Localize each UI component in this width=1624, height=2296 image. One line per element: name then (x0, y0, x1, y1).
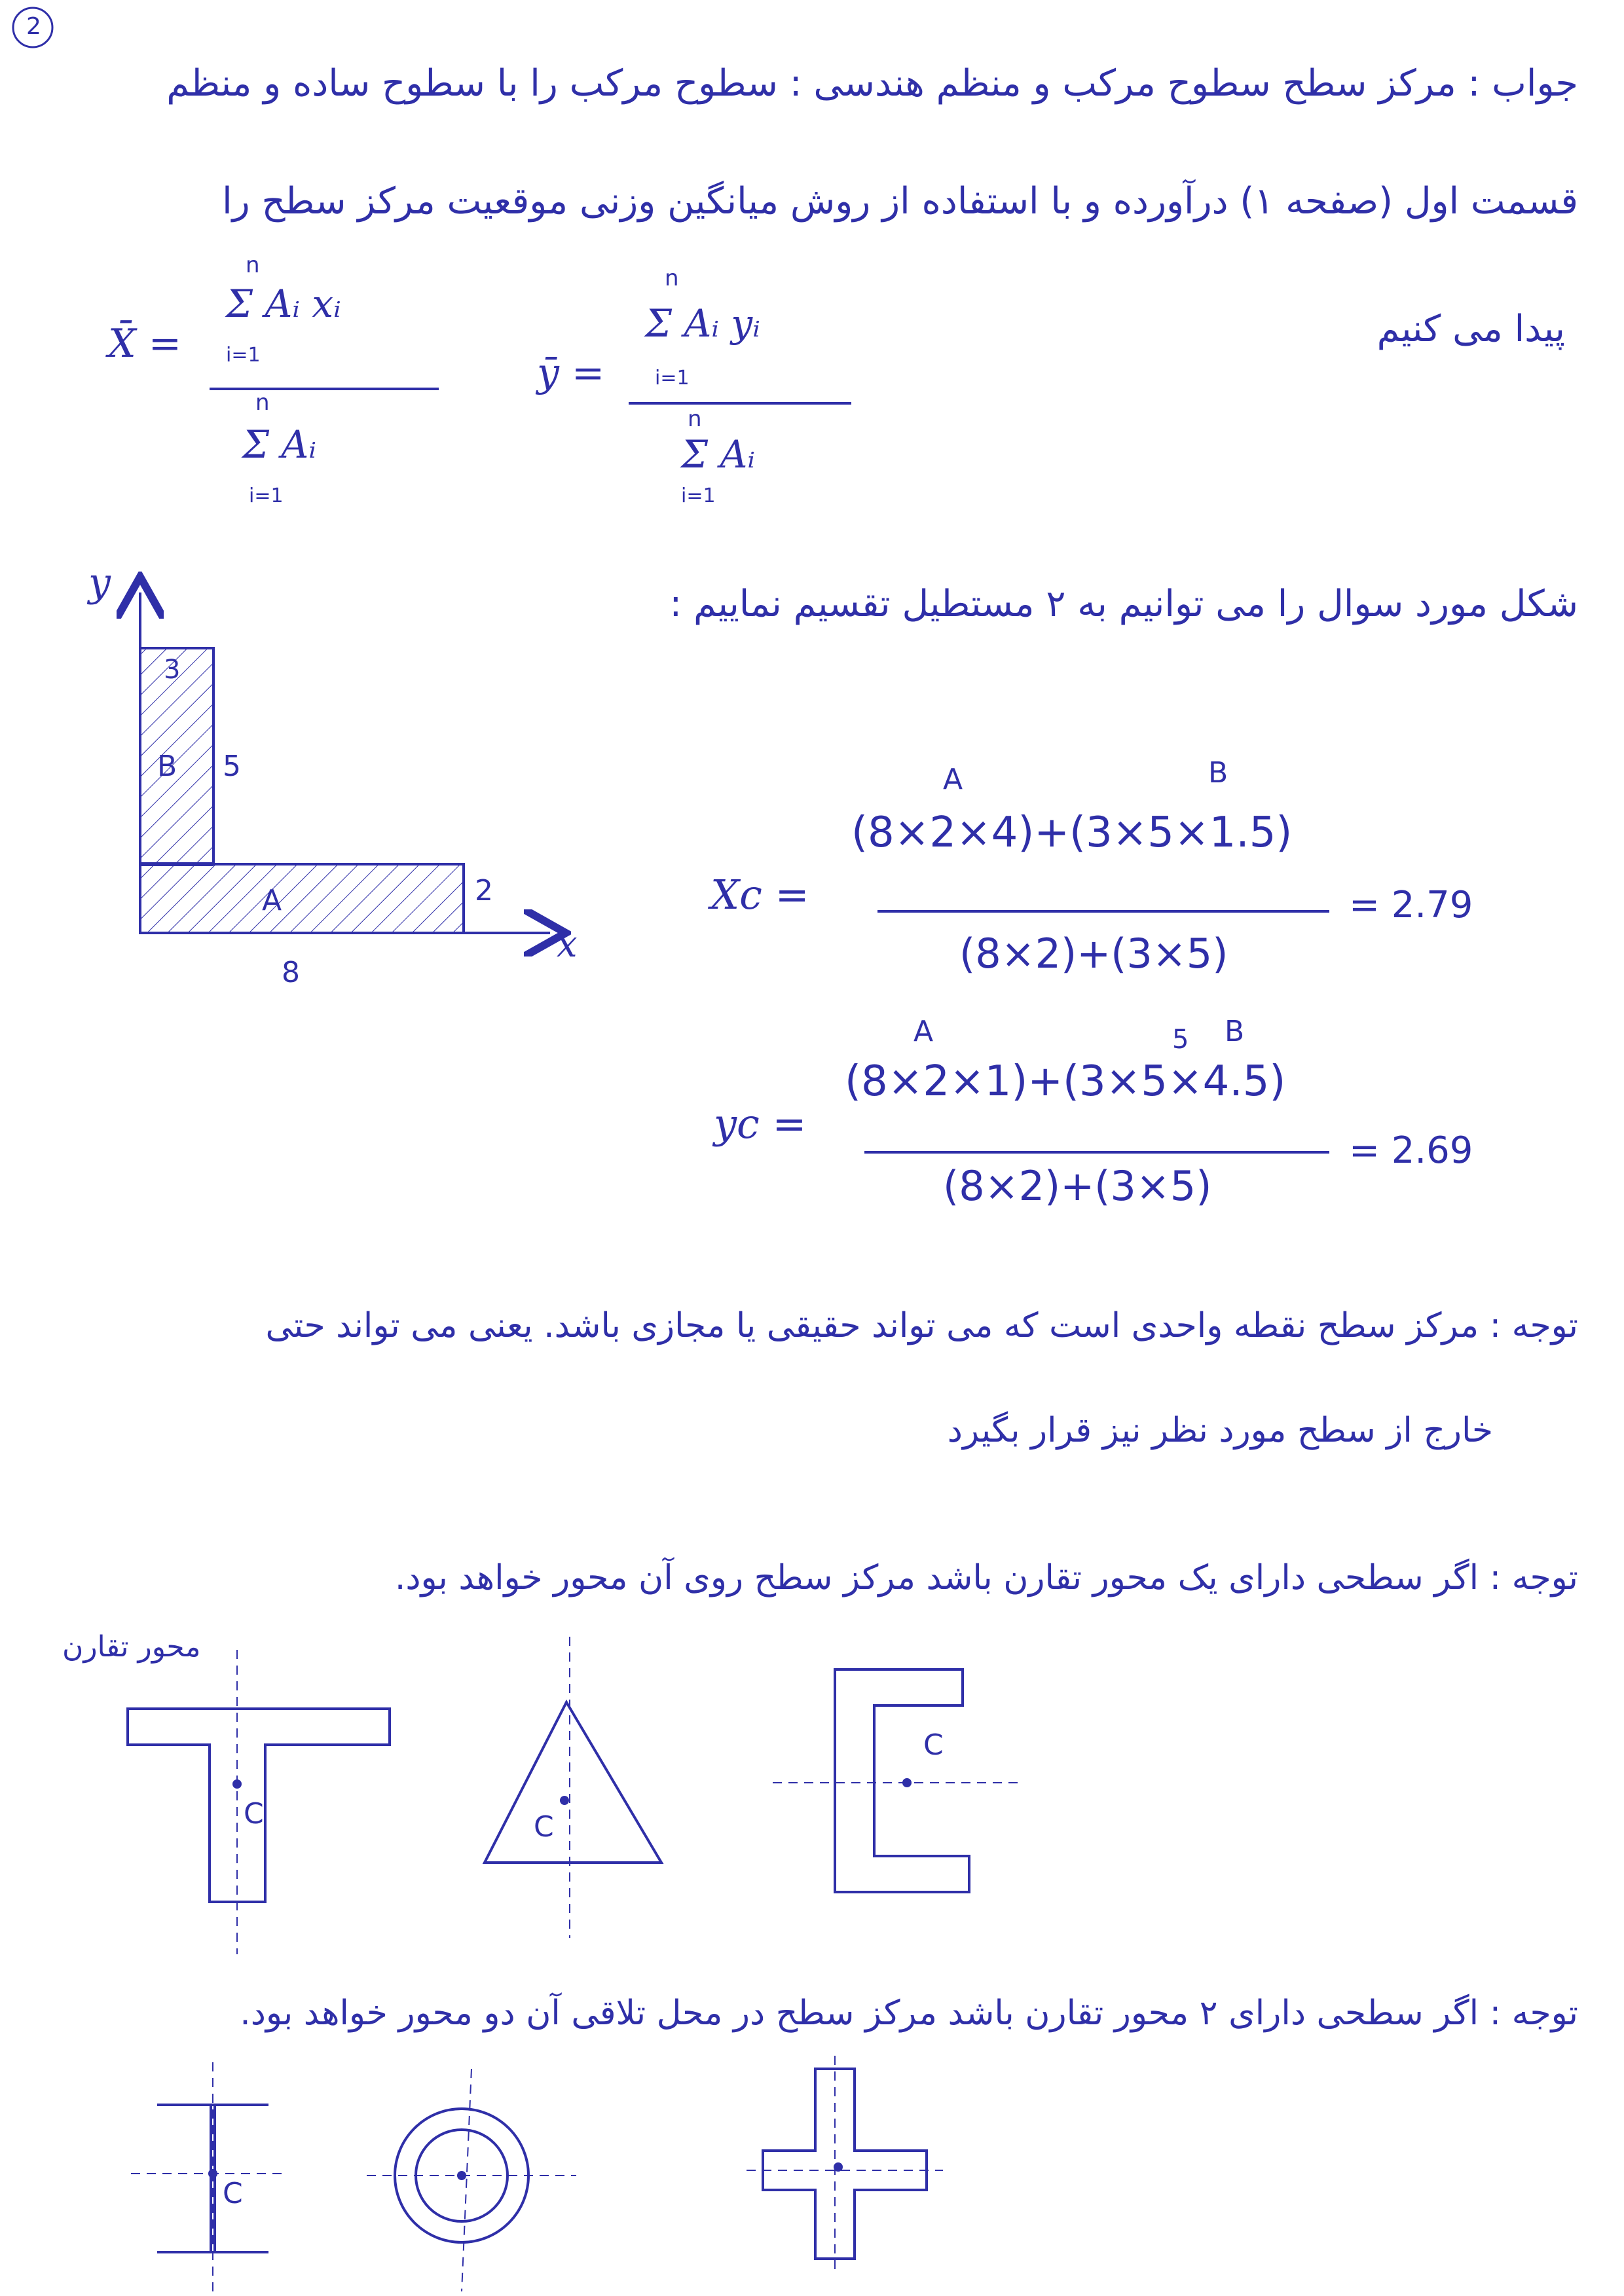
xbar-sum-upper: n (246, 252, 260, 278)
i-beam-c-label: C (223, 2177, 243, 2210)
ybar-den-sum-lower: i=1 (681, 484, 716, 507)
xc-tag-B: B (1208, 756, 1228, 790)
xbar-sum-lower: i=1 (226, 344, 261, 367)
ybar-numerator: Σ Aᵢ yᵢ (645, 301, 760, 346)
t-shape-c-label: C (244, 1797, 264, 1831)
intro-line-3: پیدا می کنیم (1376, 308, 1565, 350)
xc-tag-A: A (943, 763, 963, 796)
i-beam-shape (131, 2062, 288, 2291)
triangle-c-label: C (534, 1810, 554, 1844)
note1-line-1: توجه : مرکز سطح نقطه واحدی است که می تواند حقیقی یا مجازی باشد. یعنی می تواند حتی (265, 1306, 1578, 1345)
xc-denominator: (8×2)+(3×5) (959, 930, 1228, 977)
yc-lhs: yc = (714, 1100, 807, 1148)
xbar-denominator: Σ Aᵢ (242, 422, 316, 467)
intro-line-1: جواب : مرکز سطح سطوح مرکب و منظم هندسی : سطوح مرکب را با سطوح ساده و منظم (166, 62, 1578, 105)
l-label-B: B (157, 750, 177, 783)
l-dim-width: 8 (282, 956, 300, 989)
note2-axis-label: محور تقارن (62, 1630, 201, 1664)
l-dim-height-B: 5 (223, 750, 241, 783)
xc-result: = 2.79 (1349, 884, 1473, 926)
note2-text: توجه : اگر سطحی دارای یک محور تقارن باشد مرکز سطح روی آن محور خواهد بود. (394, 1558, 1578, 1597)
ybar-lhs: ȳ = (537, 350, 605, 396)
ybar-den-sum-upper: n (688, 406, 702, 432)
ring-shape (367, 2069, 576, 2291)
page-number: 2 (26, 13, 41, 40)
triangle-shape (485, 1637, 661, 1938)
yc-tag-B: B (1225, 1015, 1245, 1048)
l-label-top: 3 (164, 655, 181, 685)
xbar-numerator: Σ Aᵢ xᵢ (226, 282, 341, 326)
intro-line-2: قسمت اول (صفحه ۱) درآورده و با استفاده از روش میانگین وزنی موقعیت مرکز سطح را (222, 180, 1578, 223)
ybar-sum-lower: i=1 (655, 367, 690, 390)
xbar-lhs: X̄ = (108, 321, 182, 367)
l-label-A: A (262, 884, 282, 917)
ybar-sum-upper: n (665, 265, 679, 291)
l-axis-x-label: x (557, 923, 578, 966)
rectangle-A (140, 864, 464, 933)
problem-statement: شکل مورد سوال را می توانیم به ۲ مستطیل تقسیم نماییم : (669, 583, 1578, 625)
yc-tag-A: A (913, 1015, 934, 1048)
yc-denominator: (8×2)+(3×5) (943, 1162, 1212, 1210)
channel-c-label: C (923, 1728, 944, 1762)
plus-shape (747, 2056, 943, 2272)
l-dim-height-A: 2 (475, 874, 493, 907)
yc-result: = 2.69 (1349, 1129, 1473, 1172)
xc-numerator: (8×2×4)+(3×5×1.5) (851, 809, 1293, 857)
xc-lhs: Xc = (710, 871, 809, 919)
xbar-den-sum-upper: n (255, 390, 270, 416)
yc-tag-5: 5 (1172, 1025, 1189, 1055)
note1-line-2: خارج از سطح مورد نظر نیز قرار بگیرد (947, 1411, 1493, 1450)
xbar-den-sum-lower: i=1 (249, 484, 284, 507)
l-axis-y-label: y (88, 560, 111, 606)
note3-text: توجه : اگر سطحی دارای ۲ محور تقارن باشد مرکز سطح در محل تلاقی آن دو محور خواهد بود. (240, 1994, 1578, 2033)
channel-shape (773, 1669, 1022, 1892)
ybar-denominator: Σ Aᵢ (681, 432, 755, 477)
yc-numerator: (8×2×1)+(3×5×4.5) (845, 1057, 1286, 1106)
